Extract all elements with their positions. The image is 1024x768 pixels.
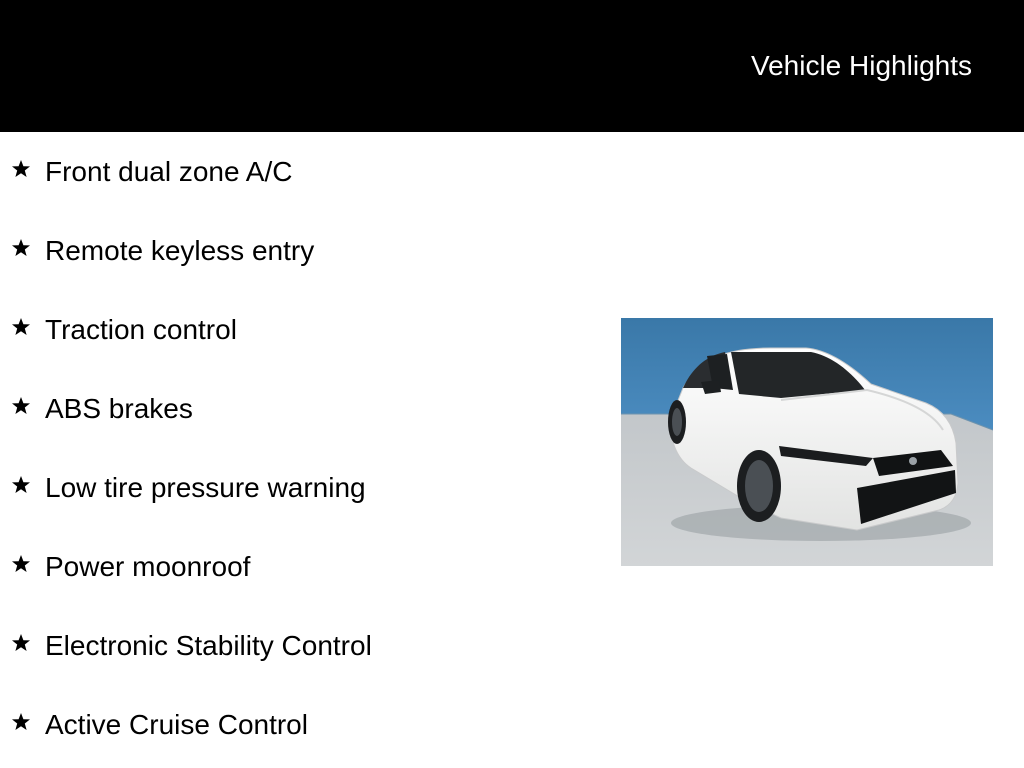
header-bar [0, 0, 1024, 132]
list-item [11, 468, 366, 508]
feature-label: Traction control [45, 314, 237, 345]
list-item [11, 152, 292, 192]
star-icon [11, 554, 31, 574]
star-icon [11, 633, 31, 653]
feature-label: Low tire pressure warning [45, 472, 366, 503]
list-item [11, 705, 308, 745]
star-icon [11, 396, 31, 416]
feature-label: Electronic Stability Control [45, 630, 372, 661]
feature-label: Power moonroof [45, 551, 251, 582]
star-icon [11, 712, 31, 732]
list-item [11, 389, 193, 429]
vehicle-photo [621, 318, 993, 566]
star-icon [11, 159, 31, 179]
list-item [11, 231, 314, 271]
list-item [11, 626, 372, 666]
feature-label: Front dual zone A/C [45, 156, 293, 187]
feature-label: Remote keyless entry [45, 235, 315, 266]
car-image [621, 318, 993, 566]
list-item [11, 310, 237, 350]
list-item [11, 547, 250, 587]
star-icon [11, 317, 31, 337]
star-icon [11, 238, 31, 258]
page-title: Vehicle Highlights [750, 50, 972, 81]
feature-label: ABS brakes [45, 393, 193, 424]
star-icon [11, 475, 31, 495]
feature-label: Active Cruise Control [45, 709, 308, 740]
